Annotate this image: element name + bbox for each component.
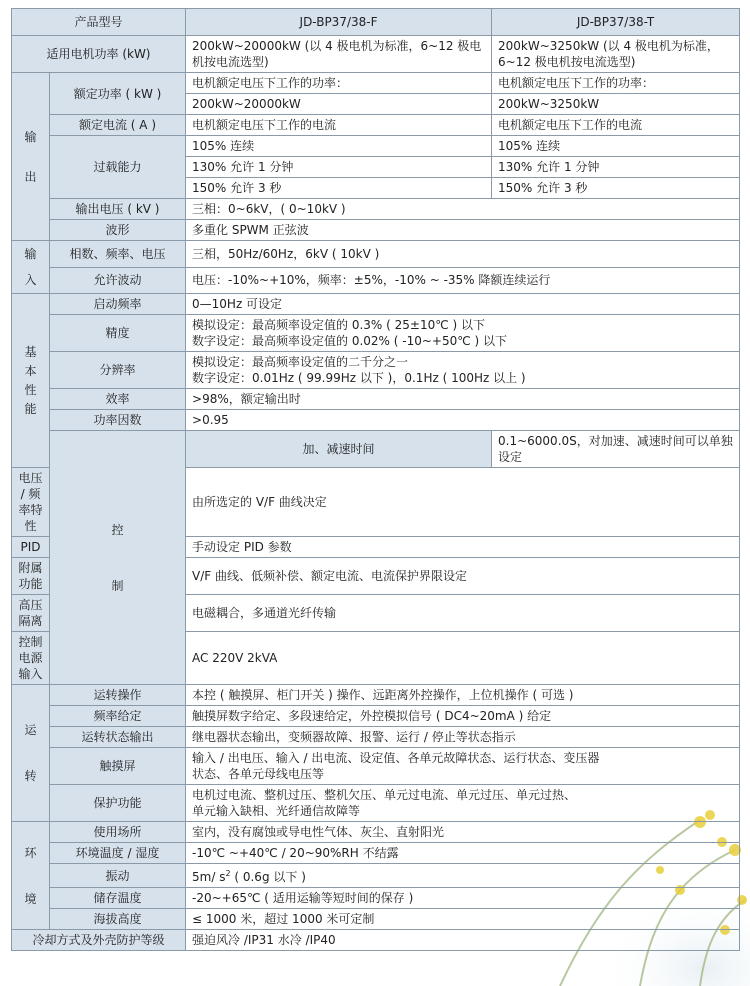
start-freq-value: 0—10Hz 可设定 bbox=[186, 294, 740, 315]
rated-current-label: 额定电流 ( A ) bbox=[50, 115, 186, 136]
section-output: 输 出 bbox=[12, 73, 50, 241]
store-row bbox=[12, 888, 740, 909]
header-row bbox=[12, 9, 740, 36]
start-freq-row bbox=[12, 294, 740, 315]
pf-row bbox=[12, 410, 740, 431]
overload-t-1: 105% 连续 bbox=[492, 136, 740, 157]
pf-label: 功率因数 bbox=[50, 410, 186, 431]
temp-label: 环境温度 / 湿度 bbox=[50, 843, 186, 864]
section-input: 输 入 bbox=[12, 241, 50, 294]
overload-row-1 bbox=[12, 136, 740, 157]
output-voltage-label: 输出电压 ( kV ) bbox=[50, 199, 186, 220]
rated-power-t1: 电机额定电压下工作的功率： bbox=[492, 73, 740, 94]
cooling-value: 强迫风冷 /IP31 水冷 /IP40 bbox=[186, 930, 740, 951]
motor-power-f: 200kW~20000kW (以 4 极电机为标准，6~12 极电机按电流选型) bbox=[186, 36, 492, 73]
overload-f-1: 105% 连续 bbox=[186, 136, 492, 157]
protect-label: 保护功能 bbox=[50, 785, 186, 822]
rated-power-f1: 电机额定电压下工作的功率： bbox=[186, 73, 492, 94]
waveform-row bbox=[12, 220, 740, 241]
model-f: JD-BP37/38-F bbox=[186, 9, 492, 36]
efficiency-label: 效率 bbox=[50, 389, 186, 410]
accel-row bbox=[12, 431, 740, 468]
output-voltage-row bbox=[12, 199, 740, 220]
op-label: 运转操作 bbox=[50, 685, 186, 706]
alt-value: ≤ 1000 米，超过 1000 米可定制 bbox=[186, 909, 740, 930]
hv-label: 高压隔离 bbox=[12, 595, 50, 632]
accel-value: 0.1~6000.0S，对加速、减速时间可以单独设定 bbox=[492, 431, 740, 468]
accuracy-label: 精度 bbox=[50, 315, 186, 352]
cooling-label: 冷却方式及外壳防护等级 bbox=[12, 930, 186, 951]
rated-power-row bbox=[12, 73, 740, 94]
section-performance: 基 本 性 能 bbox=[12, 294, 50, 468]
status-row bbox=[12, 727, 740, 748]
place-row bbox=[12, 822, 740, 843]
pid-label: PID bbox=[12, 537, 50, 558]
vf-value: 由所选定的 V/F 曲线决定 bbox=[186, 468, 740, 537]
model-label: 产品型号 bbox=[12, 9, 186, 36]
touch-row bbox=[12, 748, 740, 785]
status-label: 运转状态输出 bbox=[50, 727, 186, 748]
motor-power-row bbox=[12, 36, 740, 73]
input-fluct-row bbox=[12, 267, 740, 294]
input-phase-row bbox=[12, 241, 740, 268]
temp-row bbox=[12, 843, 740, 864]
section-operation: 运 转 bbox=[12, 685, 50, 822]
cooling-row bbox=[12, 930, 740, 951]
efficiency-value: >98%，额定输出时 bbox=[186, 389, 740, 410]
rated-current-f: 电机额定电压下工作的电流 bbox=[186, 115, 492, 136]
pid-value: 手动设定 PID 参数 bbox=[186, 537, 740, 558]
motor-power-label: 适用电机功率 (kW) bbox=[12, 36, 186, 73]
input-fluct-value: 电压：-10%~+10%，频率：±5%，-10% ~ -35% 降额连续运行 bbox=[186, 267, 740, 294]
place-label: 使用场所 bbox=[50, 822, 186, 843]
vib-row bbox=[12, 864, 740, 888]
spec-table bbox=[11, 8, 740, 951]
rated-current-t: 电机额定电压下工作的电流 bbox=[492, 115, 740, 136]
ctrl-power-value: AC 220V 2kVA bbox=[186, 632, 740, 685]
rated-power-label: 额定功率 ( kW ) bbox=[50, 73, 186, 115]
place-value: 室内，没有腐蚀或导电性气体、灰尘、直射阳光 bbox=[186, 822, 740, 843]
start-freq-label: 启动频率 bbox=[50, 294, 186, 315]
touch-label: 触摸屏 bbox=[50, 748, 186, 785]
accuracy-value: 模拟设定：最高频率设定值的 0.3% ( 25±10℃ ) 以下 数字设定：最高频率设定值的 0.02% ( -10~+50℃ ) 以下 bbox=[186, 315, 740, 352]
section-control: 控 制 bbox=[50, 431, 186, 685]
vib-value: 5m/ $s^2$ ( 0.6g 以下 ) bbox=[186, 864, 740, 888]
overload-f-3: 150% 允许 3 秒 bbox=[186, 178, 492, 199]
status-value: 继电器状态输出，变频器故障、报警、运行 / 停止等状态指示 bbox=[186, 727, 740, 748]
alt-label: 海拔高度 bbox=[50, 909, 186, 930]
ctrl-power-label: 控制电源输入 bbox=[12, 632, 50, 685]
overload-t-2: 130% 允许 1 分钟 bbox=[492, 157, 740, 178]
aux-value: V/F 曲线、低频补偿、额定电流、电流保护界限设定 bbox=[186, 558, 740, 595]
freq-row bbox=[12, 706, 740, 727]
waveform-label: 波形 bbox=[50, 220, 186, 241]
overload-t-3: 150% 允许 3 秒 bbox=[492, 178, 740, 199]
op-value: 本控 ( 触摸屏、柜门开关 ) 操作、远距离外控操作，上位机操作 ( 可选 ) bbox=[186, 685, 740, 706]
rated-current-row bbox=[12, 115, 740, 136]
pf-value: >0.95 bbox=[186, 410, 740, 431]
model-t: JD-BP37/38-T bbox=[492, 9, 740, 36]
resolution-label: 分辨率 bbox=[50, 352, 186, 389]
rated-power-t2: 200kW~3250kW bbox=[492, 94, 740, 115]
protect-row bbox=[12, 785, 740, 822]
op-row bbox=[12, 685, 740, 706]
store-label: 储存温度 bbox=[50, 888, 186, 909]
alt-row bbox=[12, 909, 740, 930]
aux-label: 附属功能 bbox=[12, 558, 50, 595]
freq-value: 触摸屏数字给定、多段速给定，外控模拟信号 ( DC4~20mA ) 给定 bbox=[186, 706, 740, 727]
motor-power-t: 200kW~3250kW (以 4 极电机为标准，6~12 极电机按电流选型) bbox=[492, 36, 740, 73]
temp-value: -10℃ ~+40℃ / 20~90%RH 不结露 bbox=[186, 843, 740, 864]
overload-label: 过载能力 bbox=[50, 136, 186, 199]
rated-power-f2: 200kW~20000kW bbox=[186, 94, 492, 115]
vib-label: 振动 bbox=[50, 864, 186, 888]
input-fluct-label: 允许波动 bbox=[50, 267, 186, 294]
section-environment: 环 境 bbox=[12, 822, 50, 930]
input-phase-value: 三相，50Hz/60Hz，6kV ( 10kV ) bbox=[186, 241, 740, 268]
overload-f-2: 130% 允许 1 分钟 bbox=[186, 157, 492, 178]
hv-value: 电磁耦合，多通道光纤传输 bbox=[186, 595, 740, 632]
efficiency-row bbox=[12, 389, 740, 410]
protect-value: 电机过电流、整机过压、整机欠压、单元过电流、单元过压、单元过热、 单元输入缺相、光纤通信故障等 bbox=[186, 785, 740, 822]
resolution-row bbox=[12, 352, 740, 389]
accuracy-row bbox=[12, 315, 740, 352]
accel-label: 加、减速时间 bbox=[186, 431, 492, 468]
waveform-value: 多重化 SPWM 正弦波 bbox=[186, 220, 740, 241]
output-voltage-value: 三相：0~6kV，( 0~10kV ) bbox=[186, 199, 740, 220]
input-phase-label: 相数、频率、电压 bbox=[50, 241, 186, 268]
touch-value: 输入 / 出电压、输入 / 出电流、设定值、各单元故障状态、运行状态、变压器 状态、各单元母线电压等 bbox=[186, 748, 740, 785]
store-value: -20~+65℃ ( 适用运输等短时间的保存 ) bbox=[186, 888, 740, 909]
freq-label: 频率给定 bbox=[50, 706, 186, 727]
resolution-value: 模拟设定：最高频率设定值的二千分之一 数字设定：0.01Hz ( 99.99Hz 以下 )，0.1Hz ( 100Hz 以上 ) bbox=[186, 352, 740, 389]
vf-label: 电压 / 频率特性 bbox=[12, 468, 50, 537]
